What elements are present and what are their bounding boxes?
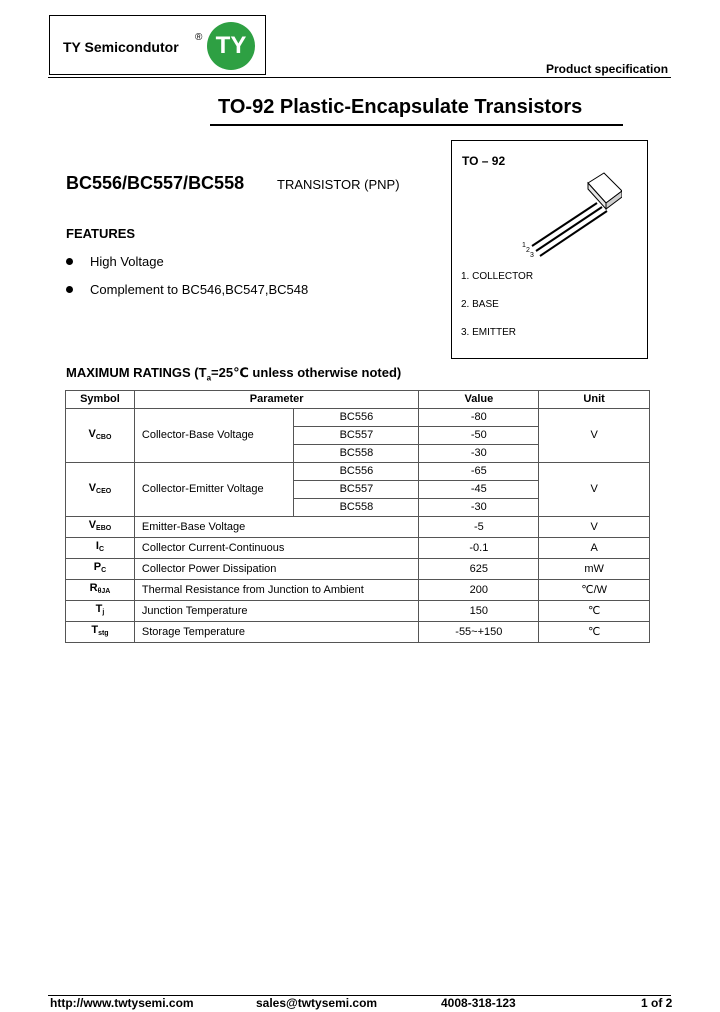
part-cell: BC558 [293, 445, 419, 463]
package-box [451, 140, 648, 359]
feature-item: High Voltage [66, 254, 164, 269]
feature-item: Complement to BC546,BC547,BC548 [66, 282, 308, 297]
unit-cell: V [539, 517, 650, 538]
symbol-cell: Tstg [66, 622, 135, 643]
registered-mark: ® [195, 32, 203, 43]
table-row [66, 409, 650, 427]
parameter-cell: Junction Temperature [134, 601, 419, 622]
max-ratings-table [65, 390, 650, 643]
value-cell: -30 [419, 499, 539, 517]
value-cell: 625 [419, 559, 539, 580]
unit-cell: A [539, 538, 650, 559]
part-numbers: BC556/BC557/BC558 [66, 173, 245, 193]
page-title: TO-92 Plastic-Encapsulate Transistors [218, 96, 583, 118]
parameter-cell: Collector Current-Continuous [134, 538, 419, 559]
footer-website-link[interactable]: http://www.twtysemi.com [50, 996, 194, 1010]
footer-email-link[interactable]: sales@twtysemi.com [256, 996, 378, 1010]
parameter-cell: Collector-Base Voltage [134, 409, 293, 463]
features-heading: FEATURES [66, 226, 136, 241]
unit-cell: ℃ [539, 601, 650, 622]
parameter-cell: Thermal Resistance from Junction to Ambient [134, 580, 419, 601]
parameter-cell: Collector-Emitter Voltage [134, 463, 293, 517]
table-row [66, 601, 650, 622]
parameter-cell: Storage Temperature [134, 622, 419, 643]
product-spec-label: Product specification [546, 62, 669, 76]
to92-package-icon [522, 163, 622, 263]
table-row [66, 622, 650, 643]
unit-cell: ℃/W [539, 580, 650, 601]
col-unit: Unit [539, 391, 650, 409]
bullet-icon [66, 258, 73, 265]
title-underline [210, 124, 623, 126]
symbol-cell: RθJA [66, 580, 135, 601]
col-parameter: Parameter [134, 391, 419, 409]
pin-collector: 1. COLLECTOR [461, 271, 534, 282]
value-cell: -5 [419, 517, 539, 538]
part-cell: BC557 [293, 481, 419, 499]
footer-phone: 4008-318-123 [441, 996, 516, 1010]
value-cell: -45 [419, 481, 539, 499]
table-row [66, 538, 650, 559]
value-cell: -65 [419, 463, 539, 481]
symbol-cell: PC [66, 559, 135, 580]
parameter-cell: Collector Power Dissipation [134, 559, 419, 580]
value-cell: 200 [419, 580, 539, 601]
value-cell: -80 [419, 409, 539, 427]
unit-cell: ℃ [539, 622, 650, 643]
table-row [66, 559, 650, 580]
pin-label: 3 [530, 252, 534, 259]
part-cell: BC556 [293, 409, 419, 427]
max-ratings-heading: MAXIMUM RATINGS ($T_a=25℃$ unless otherwise noted) [66, 365, 402, 383]
logo [49, 15, 266, 75]
pin-emitter: 3. EMITTER [461, 327, 517, 338]
symbol-cell: IC [66, 538, 135, 559]
bullet-icon [66, 286, 73, 293]
value-cell: -50 [419, 427, 539, 445]
part-description: TRANSISTOR (PNP) [277, 177, 400, 192]
symbol-cell: VEBO [66, 517, 135, 538]
symbol-cell: Tj [66, 601, 135, 622]
page-number: 1 of 2 [641, 996, 673, 1010]
table-header-row [66, 391, 650, 409]
value-cell: -55~+150 [419, 622, 539, 643]
table-row [66, 463, 650, 481]
package-title: TO – 92 [462, 154, 506, 168]
table-row [66, 517, 650, 538]
logo-badge: TY [207, 22, 255, 70]
table-row [66, 580, 650, 601]
pin-label: 1 [522, 242, 526, 249]
unit-cell: V [539, 409, 650, 463]
symbol-cell: VCEO [66, 463, 135, 517]
logo-text: TY Semicondutor [63, 39, 179, 55]
part-cell: BC556 [293, 463, 419, 481]
value-cell: -30 [419, 445, 539, 463]
header-divider [48, 77, 671, 78]
part-cell: BC558 [293, 499, 419, 517]
symbol-cell: VCBO [66, 409, 135, 463]
parameter-cell: Emitter-Base Voltage [134, 517, 419, 538]
pin-label: 2 [526, 247, 530, 254]
pin-base: 2. BASE [461, 299, 499, 310]
part-cell: BC557 [293, 427, 419, 445]
unit-cell: V [539, 463, 650, 517]
col-symbol: Symbol [66, 391, 135, 409]
value-cell: 150 [419, 601, 539, 622]
col-value: Value [419, 391, 539, 409]
value-cell: -0.1 [419, 538, 539, 559]
unit-cell: mW [539, 559, 650, 580]
